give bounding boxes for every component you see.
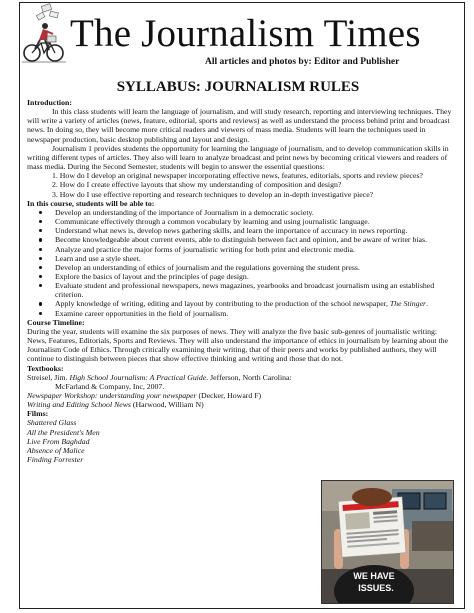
film-title-text: Finding Forrester <box>27 455 84 465</box>
introduction-paragraph: In this class students will learn the language of journalism, and will study research, reporting and interviewing techniques. They will write a variety of articles (news, feature, editorial, sports and reviews) as well as understand the process behind print and broadcast news. In doing so, they will become more critical readers and viewers of mass media. Students will learn the techniques used in newspaper production, basic desktop publishing and layout and design. <box>27 107 452 144</box>
list-item: Understand what news is, develop news gathering skills, and learn the importance of accuracy in news reporting. <box>27 226 454 235</box>
list-item: Evaluate student and professional newspapers, news magazines, yearbooks and broadcast journalism using an established criterion. <box>27 281 454 299</box>
film-title <box>27 418 454 427</box>
list-item: Explore the basics of layout and the principles of page design. <box>27 272 454 281</box>
list-item <box>27 299 454 308</box>
textbook-entry <box>27 400 454 409</box>
film-title <box>27 446 454 455</box>
objectives-heading: In this course, students will be able to: <box>27 198 155 208</box>
textbook-title: Writing and Editing School News <box>27 400 131 410</box>
list-item: Become knowledgeable about current events, able to distinguish between fact and opinion, and be aware of writer bias. <box>27 235 454 244</box>
textbook-publisher: McFarland & Company, Inc, 2007. <box>55 381 165 391</box>
film-title-text: All the President's Men <box>27 427 100 437</box>
essential-question: 2. How do I create effective layouts that show my understanding of composition and design? <box>52 180 342 190</box>
textbook-author: Streisel, Jim. <box>27 372 70 382</box>
textbook-details: . Jefferson, North Carolina: <box>206 372 292 382</box>
textbook-author: (Decker, Howard F) <box>196 391 262 400</box>
masthead-credits: All articles and photos by: Editor and Publisher <box>205 57 400 67</box>
objectives-list <box>27 208 454 318</box>
masthead-title: The Journalism Times <box>70 12 421 55</box>
syllabus-body <box>27 98 454 464</box>
film-title-text: Live From Baghdad <box>27 436 90 446</box>
apply-item-text: Apply knowledge of writing, editing and layout by contributing to the production of the school newspaper, <box>55 299 390 309</box>
shirt-text-line-1: WE HAVE <box>353 571 395 581</box>
list-item: Examine career opportunities in the field of journalism. <box>27 309 454 318</box>
textbooks-heading: Textbooks: <box>27 363 64 373</box>
textbook-entry <box>27 391 454 400</box>
shirt-text-line-2: ISSUES. <box>358 583 394 593</box>
film-title-text: Absence of Malice <box>27 445 85 455</box>
list-item: Communicate effectively through a common vocabulary by learning and using journalistic language. <box>27 217 454 226</box>
student-photo <box>321 480 454 604</box>
textbook-entry <box>27 373 454 382</box>
film-title <box>27 437 454 446</box>
essential-question: 1. How do I develop an original newspaper incorporating effective news, features, editorials, sports and review pieces? <box>52 171 423 181</box>
list-item: Learn and use a style sheet. <box>27 254 454 263</box>
film-title-text: Shattered Glass <box>27 418 77 428</box>
list-item: Analyze and practice the major forms of journalistic writing for both print and electronic media. <box>27 245 454 254</box>
introduction-paragraph: Journalism 1 provides students the opportunity for learning the language of journalism, and to develop communication skills in writing different types of articles. They also will learn to analyze broadcast and print news by becoming critical viewers and readers of mass media. During the Second Semester, students will begin to answer the essential questions: <box>27 143 449 172</box>
list-item: Develop an understanding of ethics of journalism and the regulations governing the student press. <box>27 263 454 272</box>
essential-question: 3. How do I use effective reporting and research techniques to develop an in-depth investigative piece? <box>52 189 374 199</box>
syllabus-title: SYLLABUS: JOURNALISM RULES <box>116 79 360 95</box>
textbook-title: High School Journalism: A Practical Guide <box>69 372 207 382</box>
textbook-author: (Harwood, William N) <box>130 400 204 410</box>
film-title <box>27 428 454 437</box>
introduction-heading: Introduction: <box>27 98 72 107</box>
newspaper-name: The Stinger <box>389 299 427 309</box>
timeline-paragraph: During the year, students will examine the six purposes of news. They will analyze the five basic sub-genres of journalistic writing: News, Features, Editorials, Sports and Reviews. They will also understand the importance of ethics in journalism by learning about the Journalism Code of Ethics. Through critically examining their writing, that of their peers and works by published authors, they will continue to distinguish between pieces that show effective thinking and writing and those that do not. <box>27 326 449 364</box>
timeline-heading: Course Timeline: <box>27 317 85 327</box>
textbook-title: Newspaper Workshop: understanding your newspaper <box>27 391 197 400</box>
newspaper-cyclist-icon <box>20 3 68 67</box>
film-title <box>27 455 454 464</box>
apply-item-end: . <box>426 299 429 309</box>
list-item: Develop an understanding of the importance of Journalism in a democratic society. <box>27 208 454 217</box>
films-heading: Films: <box>27 409 49 419</box>
